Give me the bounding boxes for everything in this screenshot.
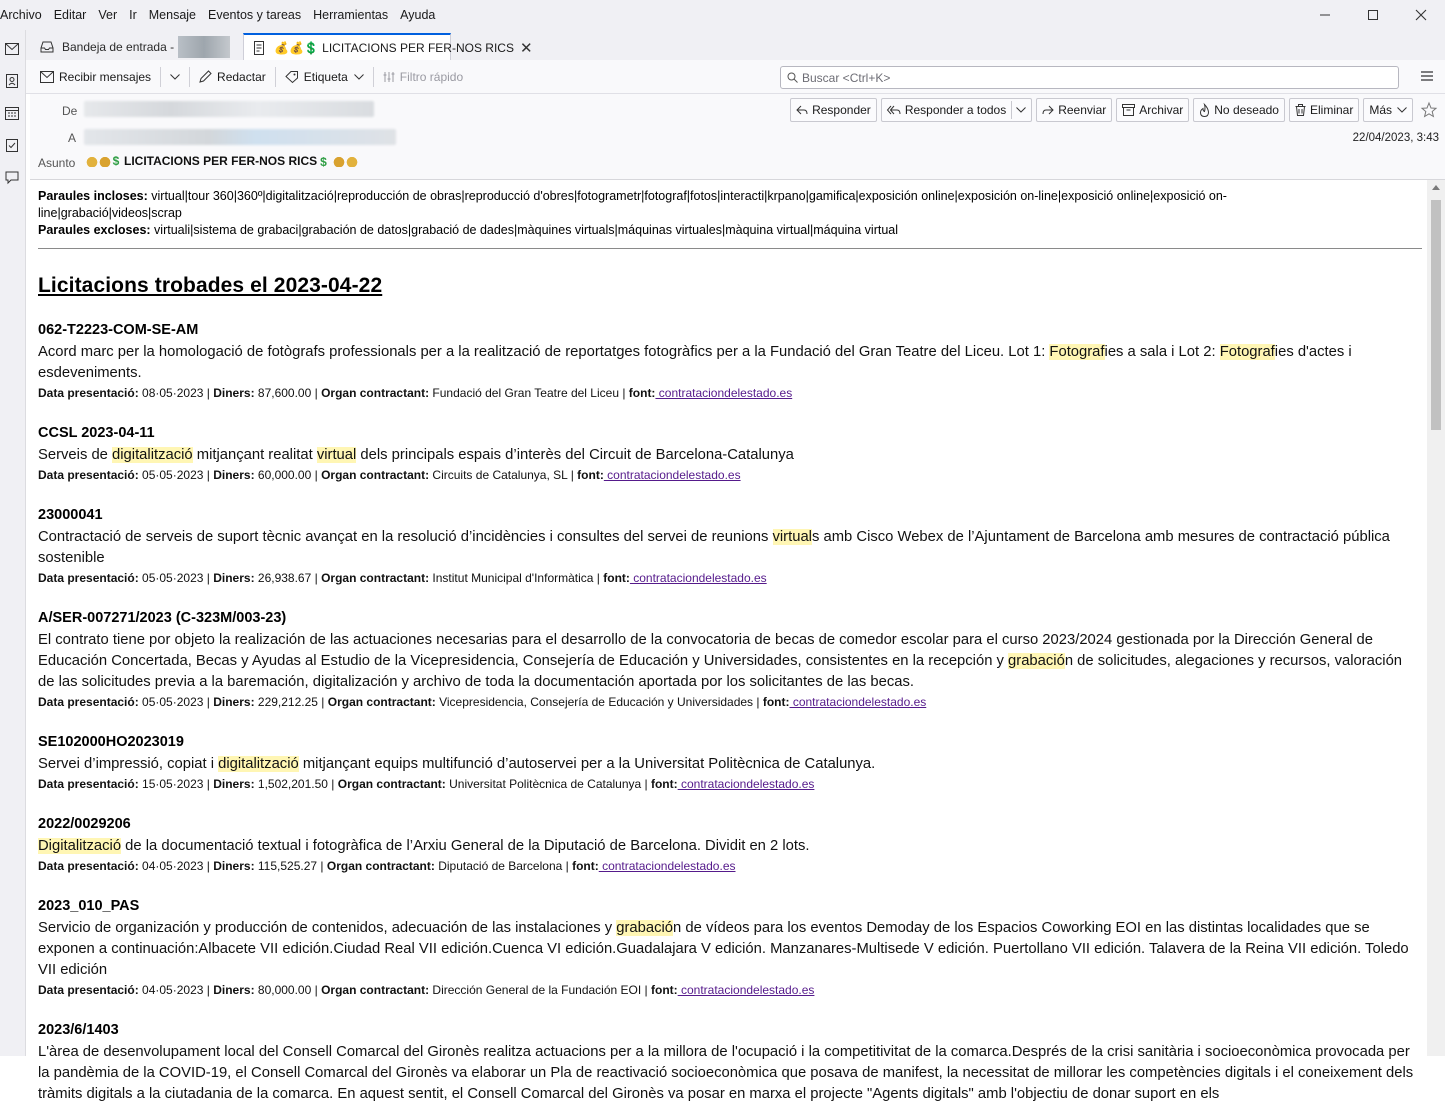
from-redacted-region (84, 101, 374, 117)
tender-description (38, 527, 1421, 569)
header-actions (786, 98, 1413, 122)
address-book-icon (5, 74, 19, 88)
date-label: Data presentació: (38, 859, 139, 873)
date-value: 05·05·2023 | (138, 468, 214, 482)
junk-label: No deseado (1214, 103, 1279, 117)
date-value: 15·05·2023 | (138, 777, 214, 791)
close-tab-icon[interactable]: ✕ (519, 39, 533, 57)
toolbar-divider (160, 67, 161, 87)
tender-entry (38, 815, 1421, 874)
source-label: font: (762, 695, 790, 709)
forward-label: Reenviar (1058, 103, 1107, 117)
tender-id: 2023/6/1403 (38, 1022, 119, 1038)
tender-description (38, 918, 1421, 981)
more-label: Más (1369, 103, 1392, 117)
tender-meta (38, 570, 1421, 586)
mail-toolbar (26, 60, 1445, 94)
close-icon (1416, 10, 1426, 20)
maximize-icon (1368, 10, 1378, 20)
inbox-icon (40, 40, 54, 54)
source-label: font: (577, 468, 604, 482)
tasks-icon (5, 138, 19, 152)
message-date: 22/04/2023, 3:43 (1352, 132, 1439, 144)
tender-id: 2023_010_PAS (38, 898, 140, 914)
delete-label: Eliminar (1309, 103, 1354, 117)
delete-button[interactable] (1289, 98, 1359, 122)
tender-id: 23000041 (38, 507, 103, 523)
reply-all-icon (887, 105, 901, 115)
source-link[interactable]: contrataciondelestado.es (598, 859, 736, 873)
date-label: Data presentació: (38, 695, 139, 709)
tab-message-label: 💰💰💲 LICITACIONS PER FER-NOS RICS (274, 40, 514, 55)
star-icon[interactable] (1421, 102, 1437, 118)
tab-inbox-label: Bandeja de entrada - (62, 39, 175, 54)
tab-message[interactable] (243, 33, 533, 60)
tender-meta (38, 982, 1421, 998)
app-menu-icon[interactable] (1421, 70, 1433, 82)
tender-entry (38, 733, 1421, 792)
tender-id: A/SER-007271/2023 (C-323M/003-23) (38, 610, 287, 626)
chevron-down-icon (170, 74, 180, 80)
tender-description (38, 342, 1421, 384)
search-input[interactable] (780, 66, 1399, 89)
tender-id: CCSL 2023-04-11 (38, 425, 155, 441)
minimize-icon (1320, 10, 1330, 20)
excluded-label: Paraules excloses: (38, 223, 151, 237)
toolbar-divider (275, 67, 276, 87)
menu-view[interactable]: Ver (98, 8, 118, 22)
close-window-button[interactable] (1397, 0, 1445, 30)
tender-id: 062-T2223-COM-SE-AM (38, 322, 199, 338)
money-bag-icon (99, 155, 111, 167)
tab-redacted-region (178, 36, 230, 58)
space-calendar-button[interactable] (4, 105, 20, 121)
tender-list (38, 321, 1421, 1105)
get-messages-label: Recibir mensajes (59, 69, 152, 84)
description-text: Serveis de (38, 447, 113, 463)
money-label: Diners: (213, 777, 255, 791)
chevron-down-icon (1016, 107, 1026, 113)
tender-meta (38, 858, 1421, 874)
space-chat-button[interactable] (4, 169, 20, 185)
organ-value: Dirección General de la Fundación EOI | (429, 983, 651, 997)
dollar-icon: $ (320, 155, 327, 169)
calendar-icon (5, 106, 19, 120)
description-text: Servicio de organización y producción de contenidos, adecuación de las instalaciones y (38, 920, 617, 936)
tender-id: 2022/0029206 (38, 816, 131, 832)
to-label: A (68, 131, 77, 145)
organ-label: Organ contractant: (321, 571, 430, 585)
tender-entry (38, 609, 1421, 710)
organ-label: Organ contractant: (321, 983, 430, 997)
tab-inbox[interactable] (32, 33, 238, 60)
menu-bar (0, 0, 1445, 30)
forward-icon (1042, 105, 1054, 115)
menu-go[interactable]: Ir (129, 8, 137, 22)
description-text: dels principals espais d’interès del Circuit de Barcelona-Catalunya (356, 447, 794, 463)
organ-value: Vicepresidencia, Consejería de Educación y Universidades | (435, 695, 763, 709)
source-label: font: (628, 386, 656, 400)
included-keywords (38, 180, 1421, 239)
keyword-highlight: Fotograf (1049, 344, 1105, 360)
source-link[interactable]: contrataciondelestado.es (677, 983, 815, 997)
tender-id: SE102000HO2023019 (38, 734, 184, 750)
date-value: 04·05·2023 | (138, 859, 214, 873)
description-text: Acord marc per la homologació de fotògrafs professionals per a la realització de reportatges fotogràfics per a la Fundació del Gran Teatre del Liceu. Lot 1: (38, 344, 1050, 360)
reply-all-button[interactable] (881, 98, 1032, 122)
source-link[interactable]: contrataciondelestado.es (677, 777, 815, 791)
search-icon (787, 72, 798, 83)
organ-value: Universitat Politècnica de Catalunya | (445, 777, 651, 791)
money-value: 60,000.00 | (254, 468, 322, 482)
money-label: Diners: (213, 468, 255, 482)
get-messages-dropdown[interactable] (164, 64, 186, 90)
date-label: Data presentació: (38, 777, 139, 791)
keyword-highlight: Digitalització (38, 838, 122, 854)
reply-all-label: Responder a todos (904, 103, 1007, 117)
forward-button[interactable] (1036, 98, 1112, 122)
description-text: El contrato tiene por objeto la realización de las actuaciones necesarias para el desarrollo de la convocatoria de becas de comedor escolar para el curso 2023/2024 gestionada por la Dirección General de Educación Concertada, Becas y Ayudas al Estudio de la Vicepresidencia, Consejería de Educación y Universidades, consistentes en la recepción y (38, 632, 1373, 669)
money-label: Diners: (213, 695, 255, 709)
date-value: 04·05·2023 | (138, 983, 214, 997)
date-label: Data presentació: (38, 468, 139, 482)
body-scrollbar[interactable] (1427, 180, 1445, 1056)
to-redacted-region (84, 129, 396, 145)
money-bag-icon (86, 155, 98, 167)
organ-label: Organ contractant: (321, 386, 430, 400)
source-link[interactable]: contrataciondelestado.es (789, 695, 927, 709)
tender-description (38, 445, 1421, 466)
tender-description (38, 630, 1421, 693)
spaces-toolbar (0, 30, 26, 1056)
subject-text: LICITACIONS PER FER-NOS RICS (124, 154, 318, 168)
keyword-highlight: grabació (616, 920, 674, 936)
dollar-icon: $ (112, 154, 120, 168)
money-value: 229,212.25 | (254, 695, 328, 709)
included-list-line2: line|grabació|videos|scrap (38, 206, 182, 220)
description-text: Contractació de serveis de suport tècnic avançat en la resolució d’incidències i consultes del servei de reunions (38, 529, 773, 545)
description-text: ies a sala i Lot 2: (1104, 344, 1220, 360)
included-list-line1: virtual|tour 360|360º|digitalització|reproducción de obras|reproducció d'obres|fotogrametr|fotograf|fotos|interacti|krpano|gamifica|exposición online|exposición on-line|exposició online|exposició on- (147, 189, 1227, 203)
money-label: Diners: (213, 859, 255, 873)
source-link[interactable]: contrataciondelestado.es (603, 468, 741, 482)
chat-icon (5, 170, 19, 184)
money-bag-icon (333, 155, 345, 167)
money-label: Diners: (213, 386, 255, 400)
keyword-highlight: digitalització (218, 756, 299, 772)
toolbar-divider (189, 67, 190, 87)
reply-button[interactable] (790, 98, 877, 122)
excluded-list: virtuali|sistema de grabaci|grabación de datos|grabació de dades|màquines virtuals|máquinas virtuales|màquina virtual|máquina virtual (150, 223, 899, 237)
archive-icon (1122, 104, 1135, 116)
message-body (30, 180, 1427, 1102)
source-link[interactable]: contrataciondelestado.es (655, 386, 793, 400)
money-value: 1,502,201.50 | (254, 777, 338, 791)
reply-icon (796, 105, 808, 115)
tender-entry (38, 506, 1421, 586)
description-text: s amb Cisco Webex de l’Ajuntament de Barcelona amb mesures de contractació pública sostenible (38, 529, 1390, 566)
search-placeholder: Buscar <Ctrl+K> (802, 70, 891, 85)
junk-button[interactable] (1193, 98, 1285, 122)
quick-filter-label: Filtro rápido (399, 69, 464, 84)
quick-filter-button[interactable] (377, 64, 469, 90)
reply-label: Responder (812, 103, 871, 117)
menu-tools[interactable]: Herramientas (313, 8, 389, 22)
tender-meta (38, 776, 1421, 792)
money-bag-icon (346, 155, 358, 167)
menu-message[interactable]: Mensaje (148, 8, 196, 22)
organ-label: Organ contractant: (337, 777, 446, 791)
from-label: De (62, 104, 78, 118)
space-addressbook-button[interactable] (4, 73, 20, 89)
write-label: Redactar (217, 69, 266, 84)
tender-entry (38, 424, 1421, 483)
money-value: 80,000.00 | (254, 983, 322, 997)
description-text: mitjançant equips multifunció d’autoservei per a la Universitat Politècnica de Catalunya. (298, 756, 876, 772)
money-label: Diners: (213, 983, 255, 997)
trash-icon (1295, 104, 1306, 116)
included-label: Paraules incloses: (38, 189, 148, 203)
organ-value: Fundació del Gran Teatre del Liceu | (429, 386, 629, 400)
money-value: 115,525.27 | (254, 859, 327, 873)
keyword-highlight: grabació (1008, 653, 1065, 669)
space-mail-button[interactable] (4, 41, 20, 57)
divider (38, 248, 1422, 249)
tender-entry (38, 897, 1421, 998)
date-label: Data presentació: (38, 571, 139, 585)
tender-meta (38, 385, 1421, 401)
money-label: Diners: (213, 571, 255, 585)
date-label: Data presentació: (38, 983, 139, 997)
money-value: 26,938.67 | (254, 571, 322, 585)
menu-edit[interactable]: Editar (53, 8, 87, 22)
download-mail-icon (40, 71, 54, 83)
get-messages-button[interactable] (34, 64, 157, 90)
source-label: font: (572, 859, 599, 873)
toolbar-divider (373, 67, 374, 87)
menu-help[interactable]: Ayuda (400, 8, 436, 22)
tender-description (38, 836, 1421, 857)
tag-icon (285, 70, 299, 83)
description-text: Servei d’impressió, copiat i (38, 756, 219, 772)
filter-icon (383, 71, 395, 83)
organ-value: Circuits de Catalunya, SL | (429, 468, 578, 482)
more-button[interactable] (1363, 98, 1413, 122)
tender-entry (38, 321, 1421, 401)
menu-events-tasks[interactable]: Eventos y tareas (208, 8, 302, 22)
scrollbar-thumb[interactable] (1431, 200, 1441, 430)
source-label: font: (651, 983, 678, 997)
subject-label: Asunto (38, 156, 76, 170)
organ-label: Organ contractant: (321, 468, 430, 482)
results-title: Licitacions trobades el 2023-04-22 (38, 274, 383, 297)
menu-file[interactable]: Archivo (0, 8, 42, 22)
organ-value: Institut Municipal d'Informàtica | (429, 571, 604, 585)
tender-meta (38, 694, 1421, 710)
description-text: de la documentació textual i fotogràfica de l’Arxiu General de la Diputació de Barcelona. Dividit en 2 lots. (121, 838, 810, 854)
source-label: font: (603, 571, 630, 585)
maximize-button[interactable] (1349, 0, 1397, 30)
money-value: 87,600.00 | (254, 386, 322, 400)
chevron-down-icon (1397, 107, 1407, 113)
date-value: 05·05·2023 | (138, 695, 214, 709)
tag-button[interactable] (279, 64, 370, 90)
subject-value (86, 154, 359, 168)
keyword-highlight: virtual (772, 529, 812, 545)
minimize-button[interactable] (1301, 0, 1349, 30)
description-text: ies d'actes i esdeveniments. (38, 344, 1352, 381)
pencil-icon (199, 70, 212, 83)
description-text: n de solicitudes, alegaciones y recursos, valoración de las solicitudes previa a la baremación, digitalización y archivo de toda la documentación aportada por los solicitantes de las becas. (38, 653, 1403, 690)
tender-entry (38, 1021, 1421, 1105)
archive-button[interactable] (1116, 98, 1189, 122)
source-label: font: (650, 777, 678, 791)
tab-bar (26, 30, 1445, 60)
archive-label: Archivar (1139, 103, 1184, 117)
message-header (30, 94, 1445, 180)
scroll-up-icon[interactable] (1432, 185, 1440, 190)
organ-label: Organ contractant: (327, 695, 436, 709)
window-controls (1301, 0, 1445, 30)
organ-label: Organ contractant: (326, 859, 435, 873)
description-text: n de vídeos para los eventos Demoday de los Espacios Coworking EOI en las distintas localidades que se exponen a continuación:Albacete VII edición.Ciudad Real VII edición.Cuenca VI edición.Guadalajara V edición. Manzanares-Multisede V edición. Puertollano VII edición. Talavera de la Reina VII edición. Toledo VII edición (38, 920, 1409, 978)
date-value: 08·05·2023 | (138, 386, 214, 400)
write-button[interactable] (193, 64, 272, 90)
keyword-highlight: virtual (316, 447, 357, 463)
chevron-down-icon (354, 74, 364, 80)
message-icon (252, 41, 266, 55)
tender-description (38, 1042, 1421, 1105)
tender-meta (38, 467, 1421, 483)
date-label: Data presentació: (38, 386, 139, 400)
space-tasks-button[interactable] (4, 137, 20, 153)
mail-icon (5, 43, 19, 55)
date-value: 05·05·2023 | (138, 571, 214, 585)
description-text: L'àrea de desenvolupament local del Consell Comarcal del Gironès realitza actuacions per a la millora de l'ocupació i la competitivitat de la comarca.Després de la crisi sanitària i socioeconòmica provocada per la pandèmia de la COVID-19, el Consell Comarcal del Gironès va elaborar un Pla de reactivació socioeconòmica que posava de manifest, la necessitat de millorar les competències digitals i el coneixement dels tràmits digitals a la ciutadania de la comarca. En aquest sentit, el Consell Comarcal del Gironès va posar en marxa el projecte "Agents digitals" amb l'objectiu de donar suport en els (38, 1044, 1414, 1102)
tag-label: Etiqueta (303, 69, 348, 84)
keyword-highlight: Fotograf (1219, 344, 1275, 360)
source-link[interactable]: contrataciondelestado.es (629, 571, 767, 585)
fire-icon (1199, 104, 1210, 117)
organ-value: Diputació de Barcelona | (434, 859, 573, 873)
description-text: mitjançant realitat (192, 447, 317, 463)
keyword-highlight: digitalització (112, 447, 193, 463)
tender-description (38, 754, 1421, 775)
